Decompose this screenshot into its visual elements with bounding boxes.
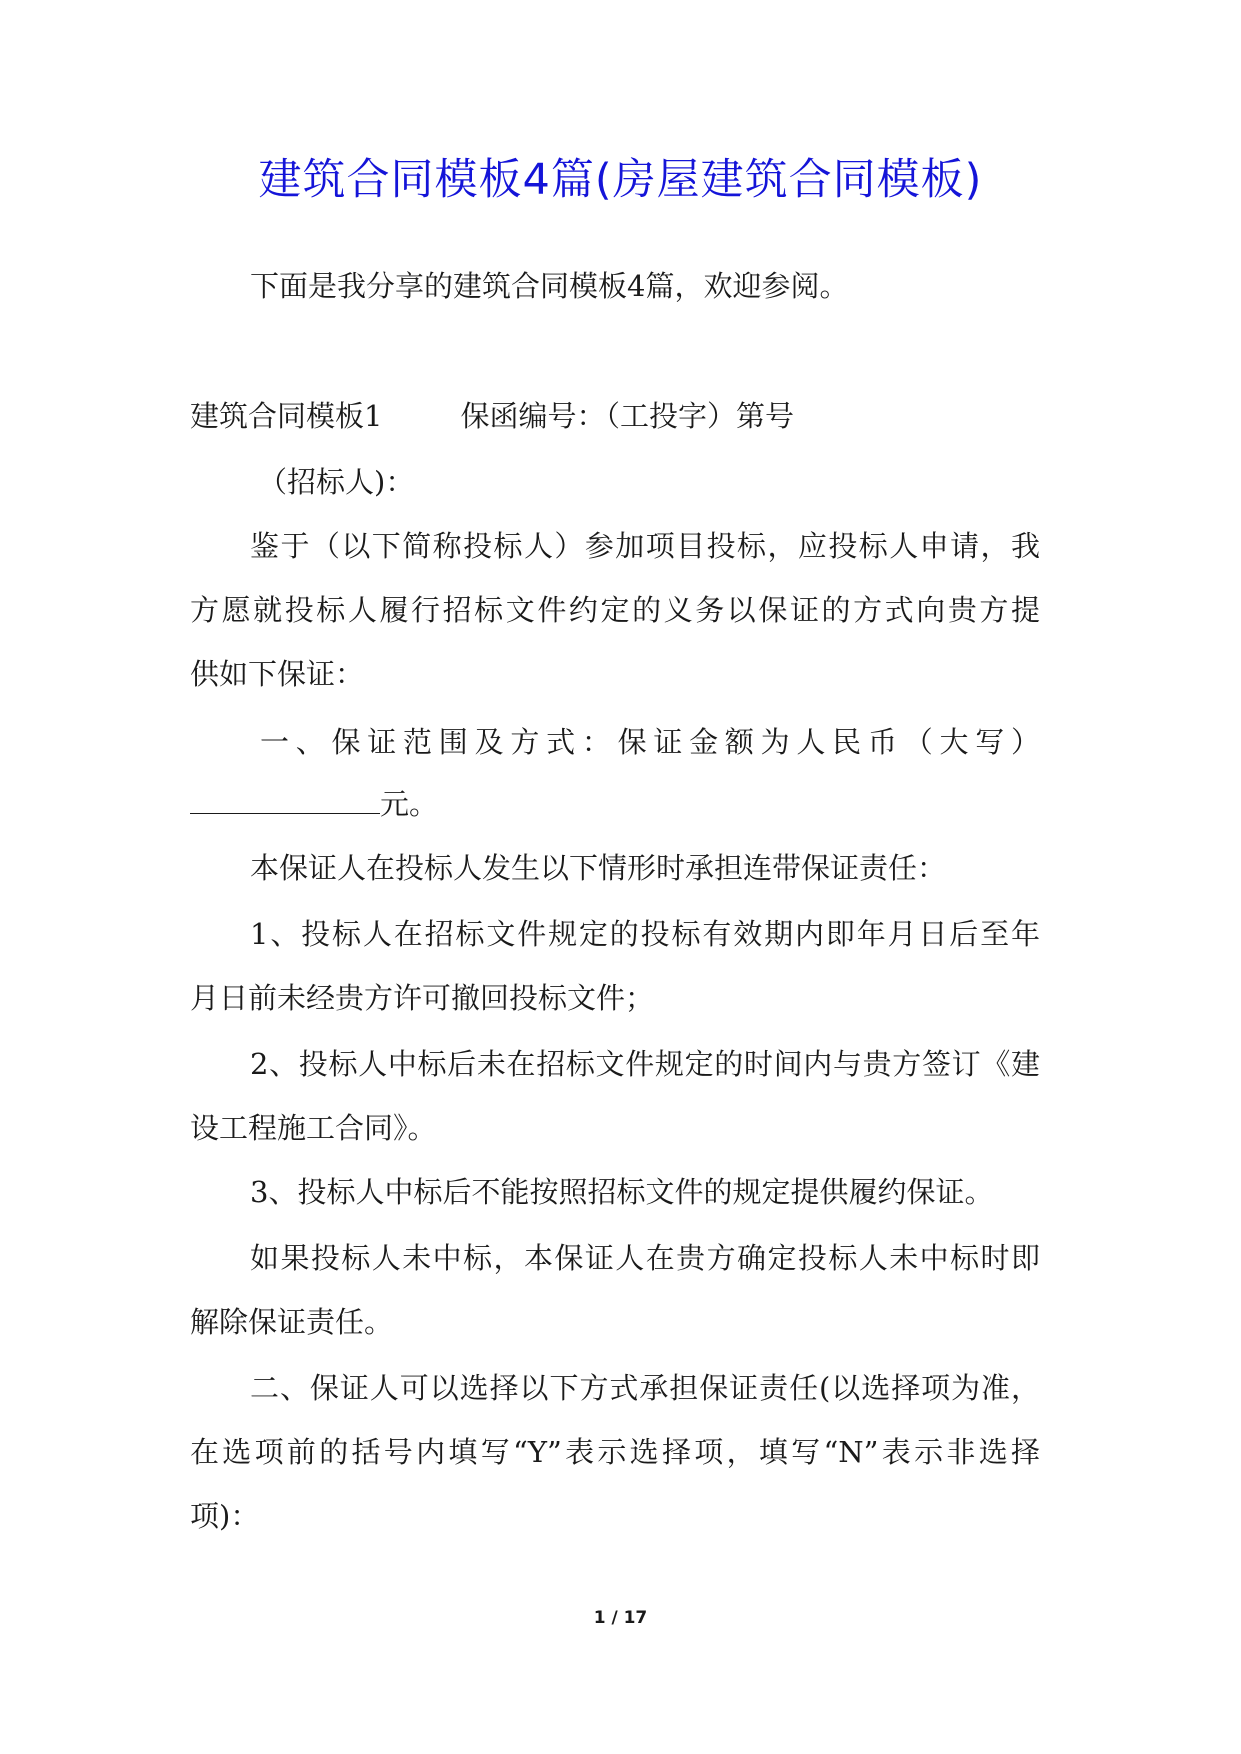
paragraph-1-line-2: 方愿就投标人履行招标文件约定的义务以保证的方式向贵方提 xyxy=(190,593,1040,627)
paragraph-1-line-3: 供如下保证： xyxy=(190,657,365,691)
intro-text: 下面是我分享的建筑合同模板4篇，欢迎参阅。 xyxy=(250,269,849,303)
paragraph-1-line-1: 鉴于（以下简称投标人）参加项目投标，应投标人申请，我 xyxy=(250,529,1040,563)
item-2-line-2: 设工程施工合同》。 xyxy=(190,1111,437,1145)
section-heading: 建筑合同模板1 xyxy=(190,399,383,433)
paragraph-5-line-1: 二、保证人可以选择以下方式承担保证责任(以选择项为准， xyxy=(250,1371,1040,1405)
paragraph-5-line-2: 在选项前的括号内填写“Y”表示选择项，填写“N”表示非选择 xyxy=(190,1435,1040,1469)
paragraph-3: 本保证人在投标人发生以下情形时承担连带保证责任： xyxy=(250,851,947,885)
document-title: 建筑合同模板4篇(房屋建筑合同模板) xyxy=(258,155,983,205)
item-3: 3、投标人中标后不能按照招标文件的规定提供履约保证。 xyxy=(250,1175,994,1209)
item-1-line-1: 1、投标人在招标文件规定的投标有效期内即年月日后至年 xyxy=(250,917,1040,951)
paragraph-2-line-1: 一、保证范围及方式：保证金额为人民币（大写） xyxy=(260,725,1040,759)
page-indicator: 1 / 17 xyxy=(593,1608,648,1628)
guarantee-number: 保函编号：（工投字）第号 xyxy=(460,399,794,433)
paragraph-4-line-1: 如果投标人未中标，本保证人在贵方确定投标人未中标时即 xyxy=(250,1241,1040,1275)
item-2-line-1: 2、投标人中标后未在招标文件规定的时间内与贵方签订《建 xyxy=(250,1047,1040,1081)
item-1-line-2: 月日前未经贵方许可撤回投标文件； xyxy=(190,981,655,1015)
paragraph-2-line-2 xyxy=(190,784,438,824)
amount-suffix: 元。 xyxy=(380,787,439,821)
section-line xyxy=(190,396,794,436)
paragraph-5-line-3: 项)： xyxy=(190,1499,260,1533)
addressee: （招标人)： xyxy=(258,465,415,499)
paragraph-4-line-2: 解除保证责任。 xyxy=(190,1305,394,1339)
amount-blank xyxy=(190,785,380,814)
